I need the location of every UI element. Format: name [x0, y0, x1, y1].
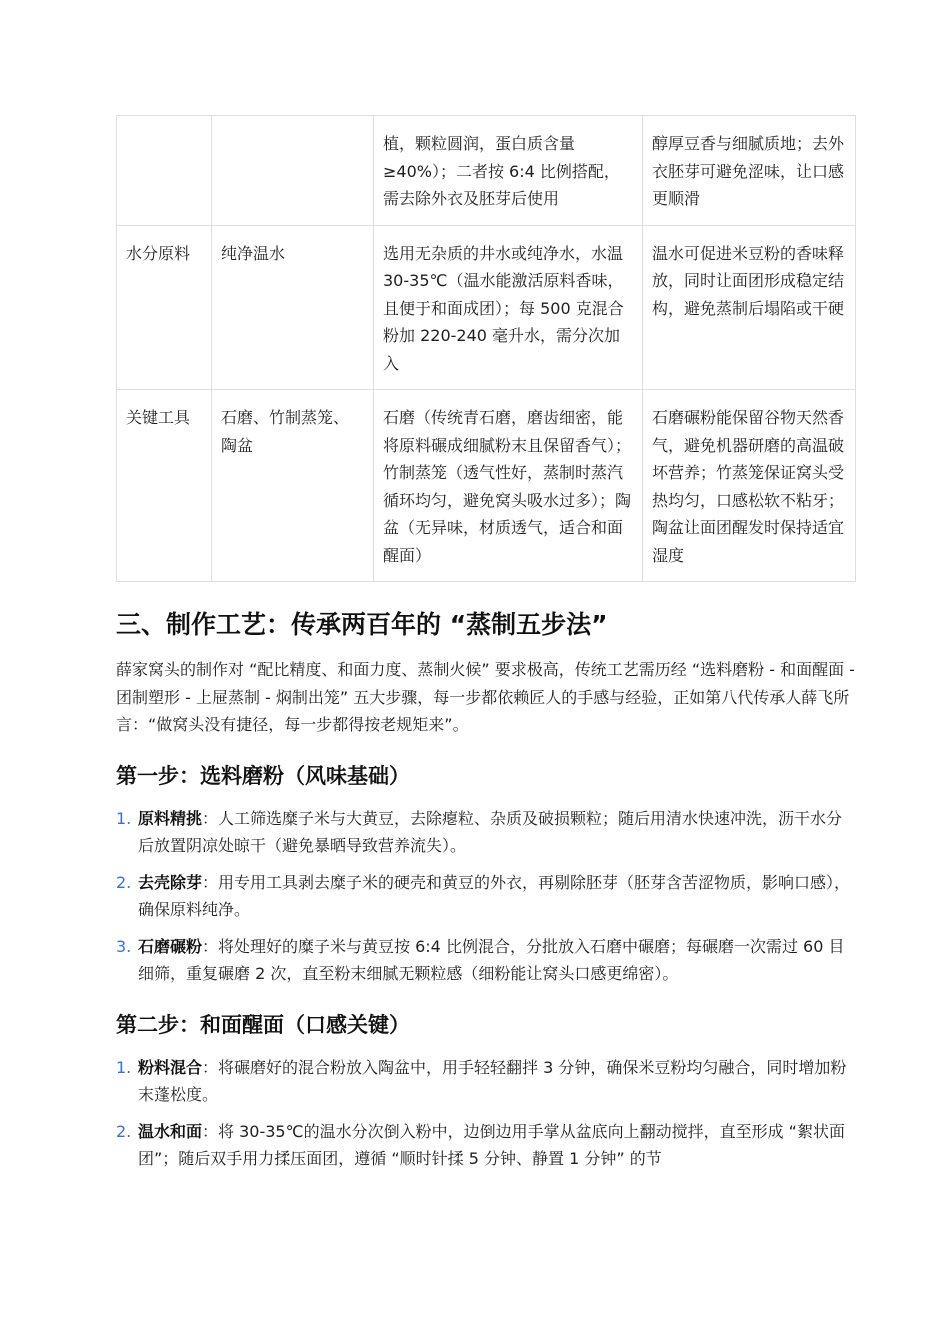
table-cell: 选用无杂质的井水或纯净水，水温 30-35℃（温水能激活原料香味，且便于和面成团）；每 500 克混合粉加 220-240 毫升水，需分次加入 — [374, 225, 643, 390]
table-cell — [117, 116, 212, 226]
table-cell: 关键工具 — [117, 390, 212, 582]
ingredients-table — [116, 115, 856, 582]
list-item — [116, 805, 855, 860]
list-number: 1. — [116, 1057, 132, 1077]
table-row — [117, 116, 856, 226]
list-item — [116, 1054, 855, 1109]
list-number: 2. — [116, 1121, 132, 1141]
table-cell: 石磨、竹制蒸笼、陶盆 — [212, 390, 374, 582]
step2-list — [116, 1054, 855, 1173]
item-text: ：用专用工具剥去糜子米的硬壳和黄豆的外衣，再剔除胚芽（胚芽含苦涩物质，影响口感），确保原料纯净。 — [138, 872, 851, 919]
list-item — [116, 933, 855, 988]
table-cell: 石磨（传统青石磨，磨齿细密，能将原料碾成细腻粉末且保留香气）；竹制蒸笼（透气性好，蒸制时蒸汽循环均匀，避免窝头吸水过多）；陶盆（无异味，材质透气，适合和面醒面） — [374, 390, 643, 582]
step1-title: 第一步：选料磨粉（风味基础） — [116, 763, 410, 788]
item-label: 温水和面 — [138, 1121, 203, 1141]
table-row — [117, 225, 856, 390]
list-number: 2. — [116, 872, 132, 892]
table-cell: 纯净温水 — [212, 225, 374, 390]
item-text: ：将碾磨好的混合粉放入陶盆中，用手轻轻翻拌 3 分钟，确保米豆粉均匀融合，同时增加粉末蓬松度。 — [138, 1057, 847, 1104]
section-title: 三、制作工艺：传承两百年的 “蒸制五步法” — [116, 610, 608, 639]
document-page — [116, 115, 855, 1182]
item-label: 粉料混合 — [138, 1057, 203, 1077]
item-label: 去壳除芽 — [138, 872, 203, 892]
table-cell: 水分原料 — [117, 225, 212, 390]
step2-title: 第二步：和面醒面（口感关键） — [116, 1012, 410, 1037]
table-row — [117, 390, 856, 582]
section-intro: 薛家窝头的制作对 “配比精度、和面力度、蒸制火候” 要求极高，传统工艺需历经 “选料磨粉 - 和面醒面 - 团制塑形 - 上屉蒸制 - 焖制出笼” 五大步骤，每一步都依赖匠人的手感与经验，正如第八代传承人薛飞所言：“做窝头没有捷径，每一步都得按老规矩来”。 — [116, 660, 855, 734]
item-text: ：将处理好的糜子米与黄豆按 6:4 比例混合，分批放入石磨中碾磨；每碾磨一次需过 60 目细筛，重复碾磨 2 次，直至粉末细腻无颗粒感（细粉能让窝头口感更绵密）。 — [138, 936, 845, 983]
item-label: 石磨碾粉 — [138, 936, 203, 956]
list-item — [116, 869, 855, 924]
item-text: ：人工筛选糜子米与大黄豆，去除瘪粒、杂质及破损颗粒；随后用清水快速冲洗，沥干水分后放置阴凉处晾干（避免暴晒导致营养流失）。 — [138, 808, 843, 855]
table-cell: 植，颗粒圆润，蛋白质含量≥40%）；二者按 6:4 比例搭配，需去除外衣及胚芽后使用 — [374, 116, 643, 226]
table-cell: 温水可促进米豆粉的香味释放，同时让面团形成稳定结构，避免蒸制后塌陷或干硬 — [643, 225, 856, 390]
item-text: ：将 30-35℃的温水分次倒入粉中，边倒边用手掌从盆底向上翻动搅拌，直至形成 “絮状面团”；随后双手用力揉压面团，遵循 “顺时针揉 5 分钟、静置 1 分钟” 的节 — [138, 1121, 845, 1168]
table-cell: 醇厚豆香与细腻质地；去外衣胚芽可避免涩味，让口感更顺滑 — [643, 116, 856, 226]
step1-list — [116, 805, 855, 988]
table-cell — [212, 116, 374, 226]
item-label: 原料精挑 — [138, 808, 203, 828]
table-cell: 石磨碾粉能保留谷物天然香气，避免机器研磨的高温破坏营养；竹蒸笼保证窝头受热均匀，口感松软不粘牙；陶盆让面团醒发时保持适宜湿度 — [643, 390, 856, 582]
list-number: 1. — [116, 808, 132, 828]
list-number: 3. — [116, 936, 132, 956]
list-item — [116, 1118, 855, 1173]
